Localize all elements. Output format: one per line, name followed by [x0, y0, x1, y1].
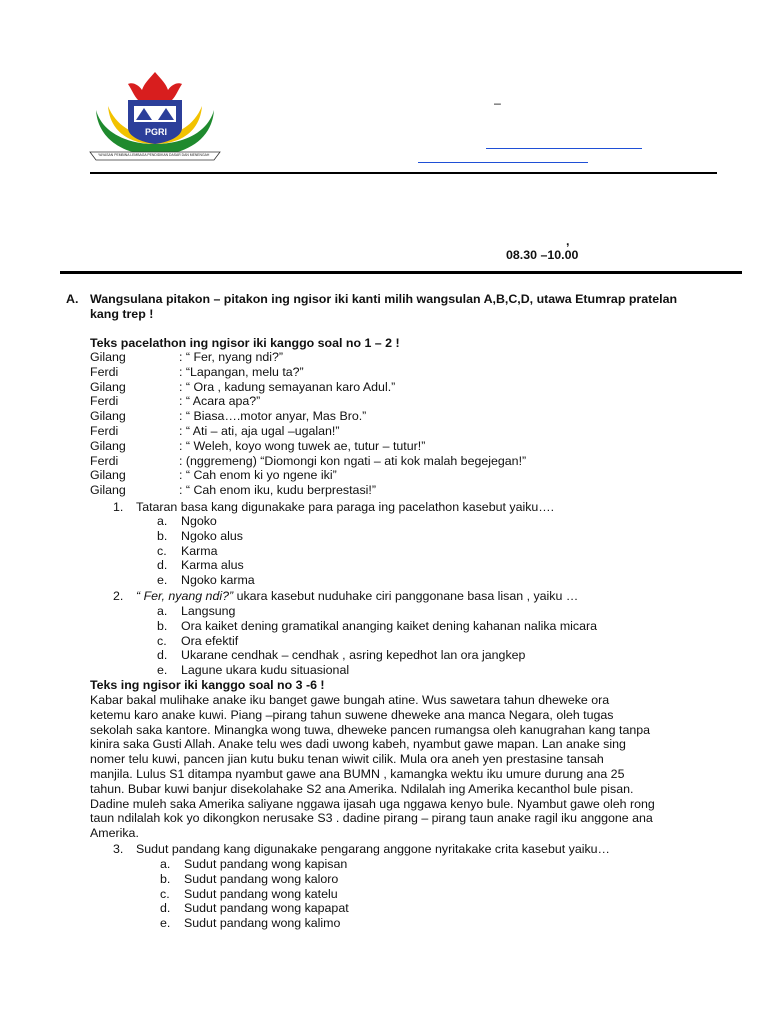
question-2-options [157, 604, 597, 678]
dialogue-line: Ferdi : (nggremeng) “Diomongi kon ngati – ati kok malah begejegan!” [90, 453, 527, 468]
question-1-options [157, 514, 255, 588]
dialogue-line: Gilang : “ Weleh, koyo wong tuwek ae, tutur – tutur!” [90, 438, 426, 453]
question-3-text: Sudut pandang kang digunakake pengarang anggone nyritakake crita kasebut yaiku… [136, 842, 610, 856]
dialogue-line: Gilang : “ Biasa….motor anyar, Mas Bro.” [90, 409, 367, 424]
section-letter: A. [66, 292, 79, 306]
passage-line: taun ndilalah kok yo dikongkon nerusake S3 . dadine pirang – pirang taun anake ragil iku anggone ana [90, 811, 653, 826]
dialogue-line: Gilang : “ Cah enom iku, kudu berprestasi!” [90, 483, 376, 498]
text2-title: Teks ing ngisor iki kanggo soal no 3 -6 ! [90, 678, 325, 692]
passage-line: Dadine muleh saka Amerika saliyane nggawa ijasah uga nggawa kenyo bule. Nyambut gawe oleh rong [90, 796, 655, 811]
option[interactable]: d. Karma alus [157, 558, 244, 573]
pgri-emblem-icon [84, 70, 226, 166]
question-1-text: Tataran basa kang digunakake para paraga ing pacelathon kasebut yaiku…. [136, 500, 555, 514]
section-instruction: Wangsulana pitakon – pitakon ing ngisor iki kanti milih wangsulan A,B,C,D, utawa Etumrap pratelan [90, 292, 678, 306]
option[interactable]: e. Lagune ukara kudu situasional [157, 663, 350, 678]
header-comma: , [566, 234, 570, 248]
text1-title: Teks pacelathon ing ngisor iki kanggo soal no 1 – 2 ! [90, 336, 400, 350]
dialogue-line: Ferdi : “ Acara apa?” [90, 394, 261, 409]
passage-line: nomer telu kuwi, pancen jian kutu buku tenan wiwit cilik. Mula ora aneh yen prestasine tansah [90, 752, 604, 767]
option[interactable]: a. Langsung [157, 604, 236, 618]
option[interactable]: b. Sudut pandang wong kaloro [160, 871, 339, 886]
logo-ribbon-text: YAYASAN PEMBINA LEMBAGA PENDIDIKAN DASAR DAN MENENGAH [98, 153, 210, 157]
dialogue-line: Gilang : “ Fer, nyang ndi?” [90, 350, 283, 364]
option[interactable]: a. Ngoko [157, 514, 217, 528]
question-1-number: 1. [113, 500, 124, 514]
passage-line: Amerika. [90, 826, 139, 841]
option[interactable]: e. Ngoko karma [157, 573, 255, 588]
question-3-number: 3. [113, 842, 124, 856]
section-instruction-cont: kang trep ! [90, 307, 154, 321]
passage-line: ketemu karo anake kuwi. Piang –pirang tahun suwene dheweke ana manca Negara, oleh tugas [90, 707, 614, 722]
option[interactable]: d. Ukarane cendhak – cendhak , asring kepedhot lan ora jangkep [157, 648, 526, 663]
passage [90, 693, 655, 841]
passage-line: sekolah saka kantore. Minangka wong tuwa, dheweke pancen rumangsa oleh kanugrahan kang tanpa [90, 722, 651, 737]
header-divider [90, 172, 717, 174]
option[interactable]: c. Sudut pandang wong katelu [160, 886, 338, 901]
question-2-number: 2. [113, 589, 124, 603]
logo-text: PGRI [144, 127, 167, 137]
header-dash: – [494, 96, 501, 110]
info-divider [60, 271, 742, 274]
passage-line: tahun. Bubar kuwi banjur disekolahake S2 ana Amerika. Ndilalah ing Amerika kecanthol bule pisan. [90, 781, 634, 796]
passage-line: manjila. Lulus S1 ditampa nyambut gawe ana BUMN , kamangka wektu iku umure durung ana 25 [90, 766, 625, 781]
pgri-logo [84, 70, 226, 166]
option[interactable]: b. Ngoko alus [157, 528, 243, 543]
dialogue [90, 350, 526, 498]
question-2-quote: “ Fer, nyang ndi?” [136, 589, 234, 603]
header-link-line-2 [418, 162, 588, 163]
option[interactable]: a. Sudut pandang wong kapisan [160, 857, 348, 871]
question-2-text: “ Fer, nyang ndi?” ukara kasebut nuduhake ciri panggonane basa lisan , yaiku … [136, 589, 579, 603]
option[interactable]: b. Ora kaiket dening gramatikal ananging kaiket dening kahanan nalika micara [157, 618, 598, 633]
exam-time: 08.30 –10.00 [506, 248, 579, 262]
option[interactable]: d. Sudut pandang wong kapapat [160, 901, 349, 916]
option[interactable]: e. Sudut pandang wong kalimo [160, 916, 341, 931]
dialogue-line: Ferdi : “Lapangan, melu ta?” [90, 364, 304, 379]
option[interactable]: c. Karma [157, 543, 218, 558]
passage-line: Kabar bakal mulihake anake iku banget gawe bungah atine. Wus sawetara tahun dheweke ora [90, 693, 610, 707]
question-3-options [160, 857, 349, 931]
header-link-line-1 [486, 148, 642, 149]
dialogue-line: Ferdi : “ Ati – ati, aja ugal –ugalan!” [90, 423, 340, 438]
dialogue-line: Gilang : “ Cah enom ki yo ngene iki” [90, 468, 337, 483]
option[interactable]: c. Ora efektif [157, 633, 239, 648]
dialogue-line: Gilang : “ Ora , kadung semayanan karo Adul.” [90, 379, 396, 394]
passage-line: kinira saka Gusti Allah. Anake telu wes dadi uwong kabeh, nyambut gawe mapan. Lan anake sing [90, 737, 626, 752]
